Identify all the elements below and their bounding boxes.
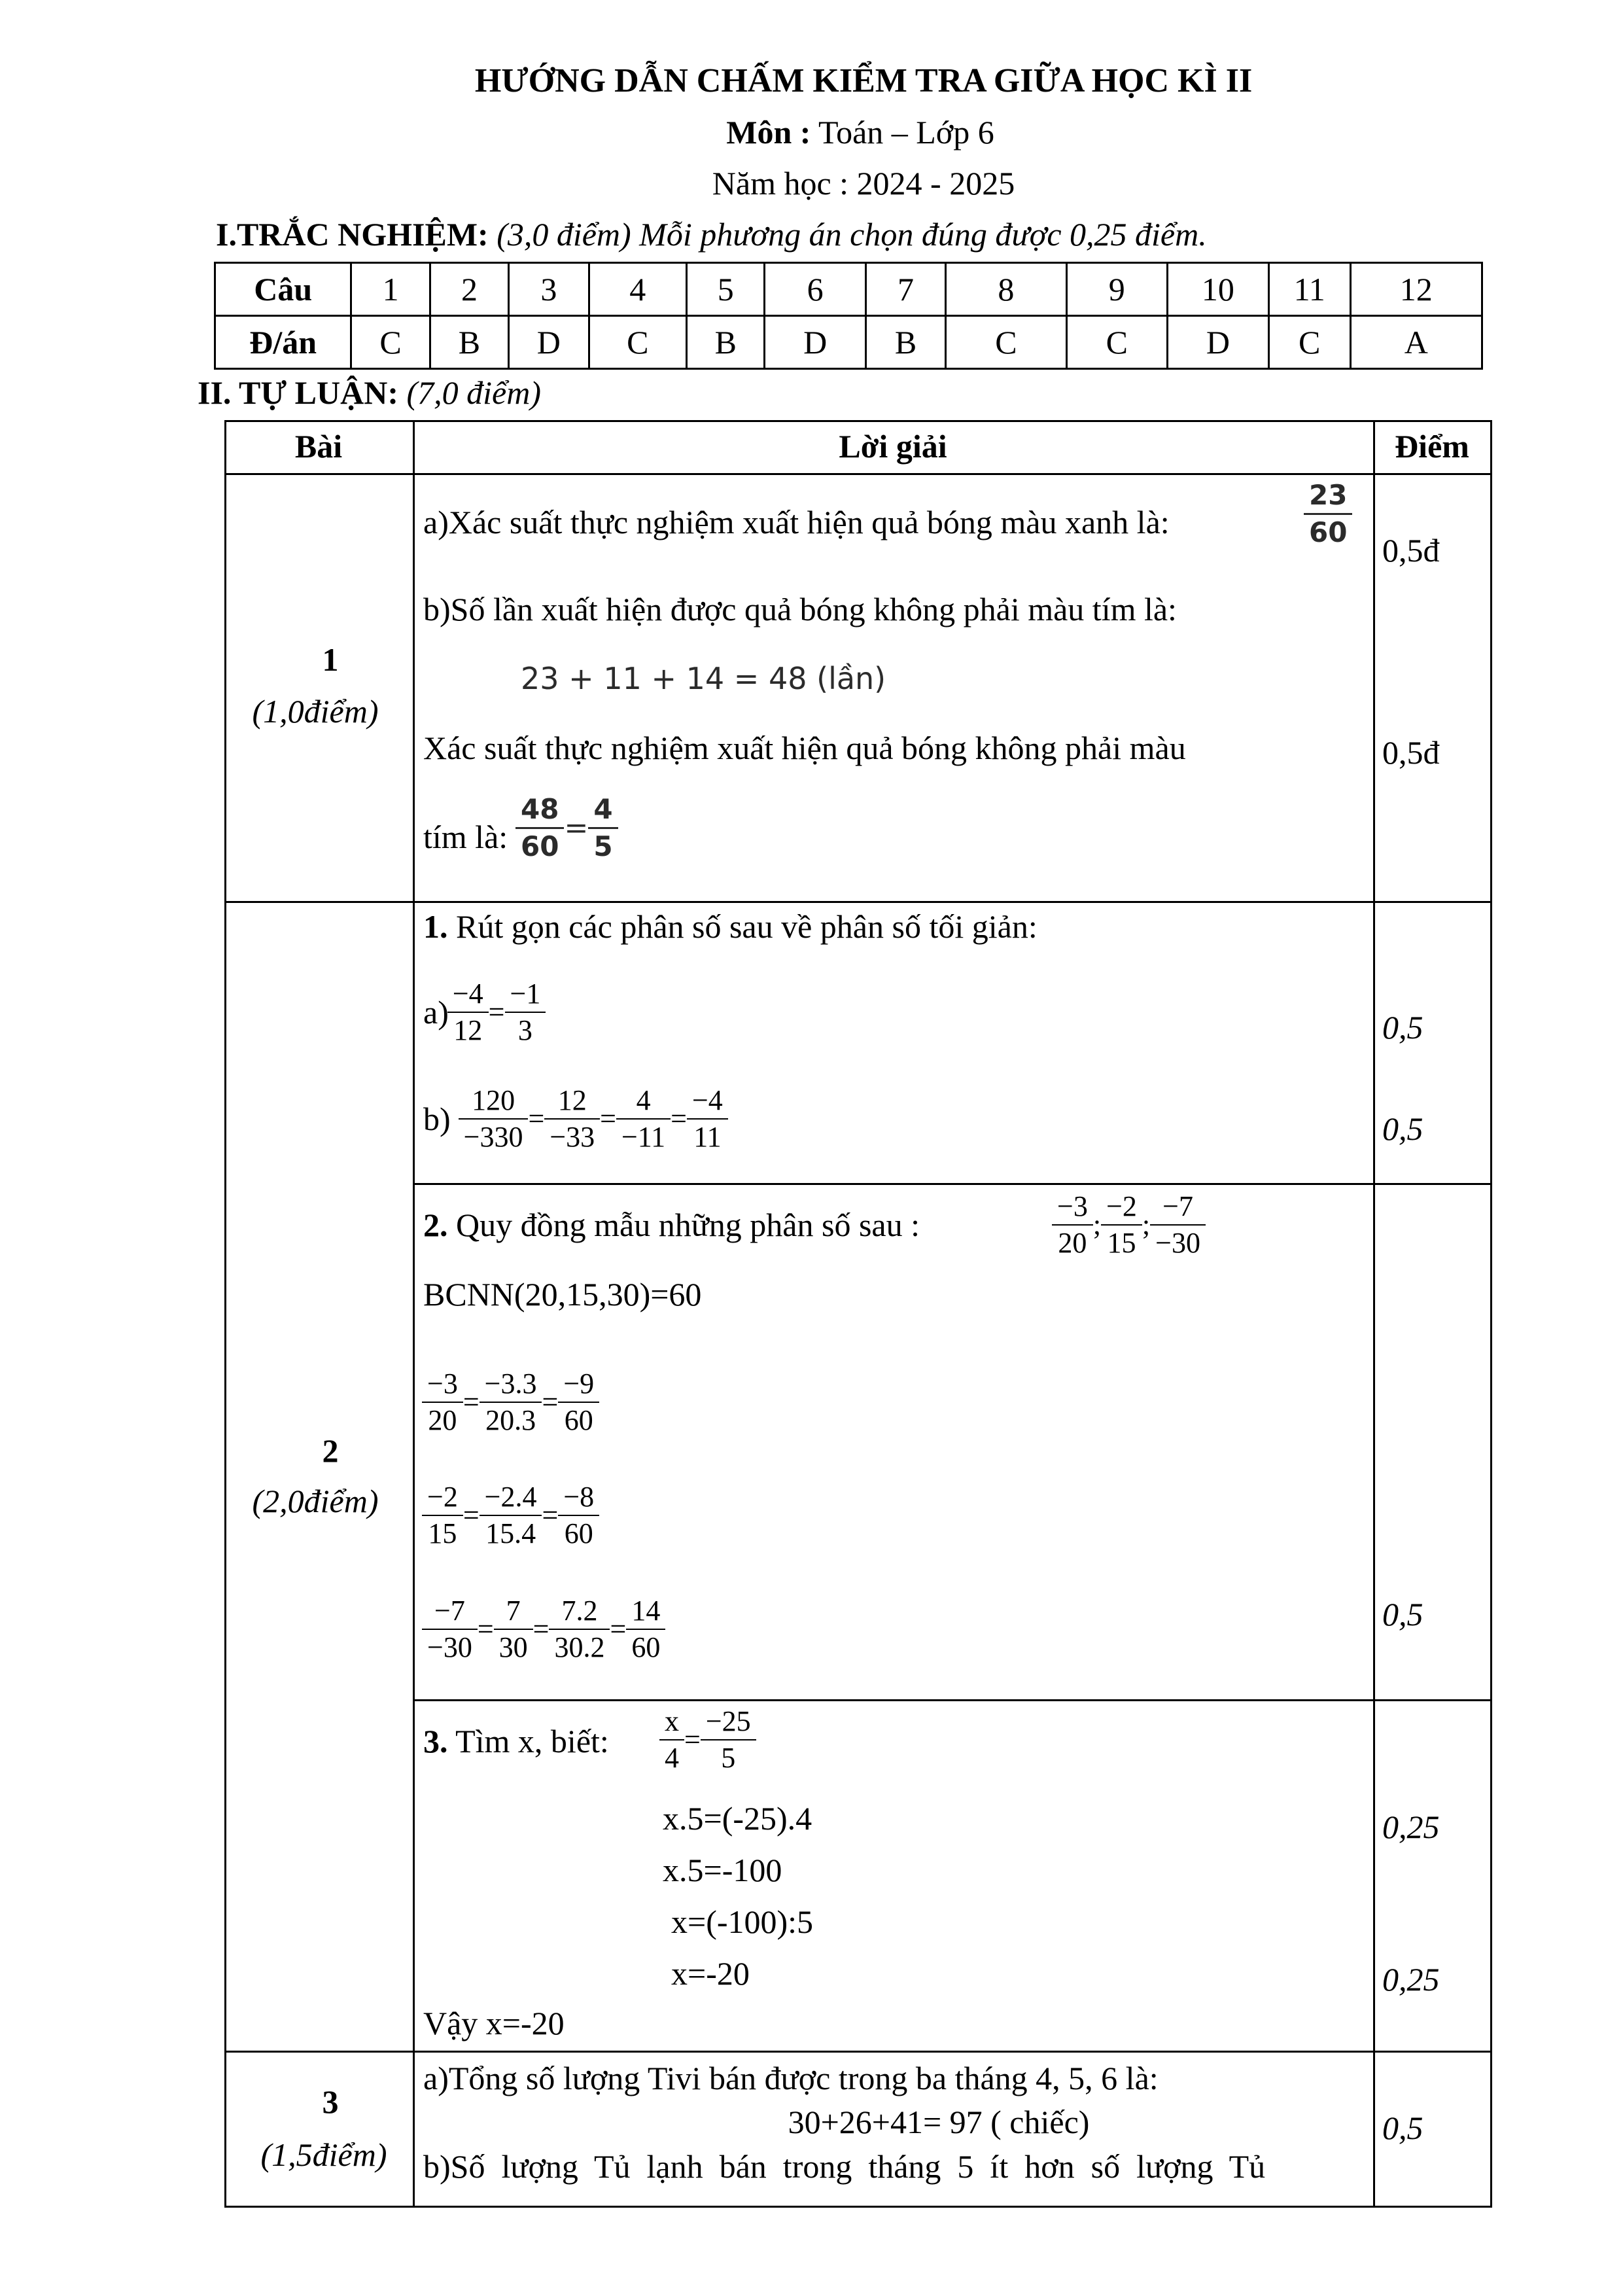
row-label-answer: Đ/án: [215, 316, 351, 369]
question-number: 9: [1066, 263, 1167, 316]
bai1-b-fraction: [517, 792, 617, 864]
numerator: −1: [510, 978, 541, 1010]
denominator: 5: [588, 827, 618, 864]
question-number: 4: [589, 263, 686, 316]
bai2-lcm: BCNN(20,15,30)=60: [423, 1276, 702, 1313]
numerator: 14: [631, 1595, 661, 1627]
bai3-a-score: 0,5: [1382, 2110, 1423, 2146]
fraction: [547, 1083, 597, 1155]
bai2-part1-heading: [423, 907, 1038, 946]
bai2-part2-heading: [423, 1205, 920, 1245]
step: x.5=-100: [663, 1852, 782, 1888]
subject-line: [726, 113, 994, 152]
fraction: [561, 1479, 597, 1551]
answer-cell: B: [865, 316, 945, 369]
part-text: Quy đồng mẫu những phân số sau :: [447, 1207, 920, 1243]
denominator: 60: [1304, 513, 1352, 550]
section2-heading: II. TỰ LUẬN:: [198, 374, 398, 411]
subject: Toán – Lớp 6: [818, 114, 994, 150]
denominator: 15: [1101, 1224, 1142, 1261]
table-border: [1373, 420, 1375, 2208]
denominator: 11: [687, 1118, 728, 1155]
operator: =: [528, 1103, 545, 1135]
answer-cell: B: [430, 316, 508, 369]
denominator: −33: [544, 1118, 600, 1155]
numerator: x: [665, 1705, 679, 1737]
fraction: [518, 792, 561, 864]
denominator: 30.2: [549, 1629, 610, 1665]
denominator: 12: [447, 1012, 489, 1048]
numerator: 12: [557, 1084, 587, 1116]
school-year: Năm học : 2024 - 2025: [712, 165, 1015, 202]
numerator: 4: [636, 1084, 651, 1116]
operator: =: [610, 1613, 627, 1645]
section2-note: (7,0 điểm): [406, 374, 541, 411]
table-border: [224, 420, 226, 2208]
numerator: −7: [1162, 1190, 1193, 1222]
bai1-label: 1: [322, 641, 339, 678]
operator: ;: [1142, 1209, 1151, 1241]
denominator: −30: [422, 1629, 478, 1665]
bai3-b-text: b)Số lượng Tủ lạnh bán trong tháng 5 ít hơn số lượng Tủ: [423, 2148, 1266, 2185]
bai2-part3-score-2: 0,25: [1382, 1961, 1440, 1998]
answer-cell: B: [687, 316, 765, 369]
bai2-part1-a: [423, 976, 544, 1048]
step: x=(-100):5: [671, 1903, 814, 1940]
operator: =: [462, 1499, 480, 1531]
bai1-b-calc: 23 + 11 + 14 = 48 (lần): [521, 661, 886, 696]
fraction: [497, 1593, 531, 1665]
fraction: [425, 1479, 461, 1551]
numerator: −3: [1057, 1190, 1088, 1222]
numerator: 120: [472, 1084, 515, 1116]
question-number: 3: [509, 263, 589, 316]
denominator: 60: [558, 1515, 599, 1551]
fraction: [425, 1593, 475, 1665]
denominator: 15.4: [480, 1515, 542, 1551]
answer-cell: C: [589, 316, 686, 369]
numerator: 4: [593, 793, 613, 825]
numerator: 48: [521, 793, 559, 825]
operator: =: [542, 1386, 559, 1418]
bai1-b-score: 0,5đ: [1382, 734, 1440, 771]
bai1-a-text: a)Xác suất thực nghiệm xuất hiện quả bóng màu xanh là:: [423, 504, 1170, 540]
denominator: 60: [558, 1402, 599, 1438]
fraction: [619, 1083, 668, 1155]
fraction: [1055, 1189, 1091, 1261]
numerator: −4: [691, 1084, 723, 1116]
answer-cell: C: [1268, 316, 1350, 369]
step: x.5=(-25).4: [663, 1800, 812, 1837]
numerator: −3: [427, 1368, 458, 1400]
section1-heading-line: [216, 215, 1207, 254]
subject-label: Môn :: [726, 114, 811, 150]
item-label: a): [423, 994, 449, 1031]
table-border: [413, 1699, 1492, 1701]
table-border: [413, 1183, 1492, 1185]
answer-cell: C: [351, 316, 430, 369]
numerator: 7.2: [561, 1595, 598, 1627]
question-number: 11: [1268, 263, 1350, 316]
fraction-expression: [460, 1083, 727, 1155]
bai2-part1-b-score: 0,5: [1382, 1110, 1423, 1147]
bai2-part2-given: [1053, 1189, 1204, 1261]
answer-table: [214, 262, 1483, 370]
operator: =: [671, 1103, 687, 1135]
bai1-b-text3: tím là:: [423, 819, 508, 855]
fraction: [1104, 1189, 1140, 1261]
step: x=-20: [671, 1955, 750, 1992]
bai1-b-text: b)Số lần xuất hiện được quả bóng không phải màu tím là:: [423, 591, 1177, 627]
answer-cell: C: [1066, 316, 1167, 369]
question-number: 7: [865, 263, 945, 316]
column-header-diem: Điểm: [1395, 428, 1469, 465]
fraction: [662, 1704, 682, 1776]
table-border: [413, 420, 415, 2208]
answer-row: [215, 316, 1482, 369]
bai3-label: 3: [322, 2083, 339, 2120]
denominator: 4: [659, 1739, 684, 1776]
bai2-part2-row3: [423, 1593, 664, 1665]
denominator: 60: [515, 827, 564, 864]
operator: =: [532, 1613, 550, 1645]
denominator: 20: [422, 1402, 463, 1438]
bai3-points: (1,5điểm): [260, 2136, 387, 2173]
question-number: 2: [430, 263, 508, 316]
document-title: HƯỚNG DẪN CHẤM KIỂM TRA GIỮA HỌC KÌ II: [474, 62, 1253, 99]
fraction-expression: [449, 976, 544, 1048]
answer-cell: D: [509, 316, 589, 369]
fraction: [551, 1593, 607, 1665]
bai3-a-text: a)Tổng số lượng Tivi bán được trong ba tháng 4, 5, 6 là:: [423, 2060, 1159, 2096]
fraction: [482, 1366, 540, 1438]
bai2-part1-b: [423, 1083, 727, 1155]
bai2-part3-score-1: 0,25: [1382, 1809, 1440, 1845]
answer-cell: D: [765, 316, 865, 369]
section1-note: (3,0 điểm) Mỗi phương án chọn đúng được 0,25 điểm.: [497, 216, 1207, 253]
operator: =: [477, 1613, 494, 1645]
operator: =: [488, 996, 505, 1028]
part-number: 3.: [423, 1723, 448, 1759]
numerator: −4: [452, 978, 483, 1010]
fraction: [508, 976, 544, 1048]
bai1-a-fraction: [1305, 478, 1351, 550]
part-number: 1.: [423, 908, 448, 945]
bai2-part3-conclusion: Vậy x=-20: [423, 2005, 565, 2041]
bai2-part3-heading: [423, 1722, 609, 1761]
question-number: 1: [351, 263, 430, 316]
numerator: −25: [705, 1705, 751, 1737]
row-label-question: Câu: [215, 263, 351, 316]
operator: =: [462, 1386, 480, 1418]
question-number: 6: [765, 263, 865, 316]
denominator: 3: [505, 1012, 546, 1048]
denominator: 20.3: [480, 1402, 542, 1438]
bai2-part1-a-score: 0,5: [1382, 1009, 1423, 1046]
numerator: −8: [563, 1481, 595, 1513]
fraction: [689, 1083, 725, 1155]
fraction: [561, 1366, 597, 1438]
answer-cell: A: [1350, 316, 1482, 369]
operator: =: [600, 1103, 616, 1135]
bai2-label: 2: [322, 1432, 339, 1469]
bai3-a-calc: 30+26+41= 97 ( chiếc): [788, 2104, 1090, 2140]
fraction: [482, 1479, 540, 1551]
fraction: [1153, 1189, 1203, 1261]
fraction: [703, 1704, 754, 1776]
numerator: 23: [1309, 479, 1348, 511]
denominator: 20: [1052, 1224, 1093, 1261]
question-number: 8: [946, 263, 1066, 316]
fraction: [591, 792, 615, 864]
part-text: Rút gọn các phân số sau về phân số tối giản:: [447, 908, 1038, 945]
operator: =: [542, 1499, 559, 1531]
denominator: 5: [701, 1739, 756, 1776]
denominator: −30: [1150, 1224, 1206, 1261]
denominator: −11: [616, 1118, 671, 1155]
bai1-points: (1,0điểm): [252, 693, 379, 730]
numerator: −2.4: [484, 1481, 537, 1513]
numerator: −2: [427, 1481, 458, 1513]
item-label: b): [423, 1101, 451, 1137]
answer-cell: D: [1167, 316, 1268, 369]
question-number: 10: [1167, 263, 1268, 316]
bai2-part2-row1: [423, 1366, 598, 1438]
part-number: 2.: [423, 1207, 448, 1243]
bai1-b-text2: Xác suất thực nghiệm xuất hiện quả bóng không phải màu: [423, 730, 1186, 766]
bai2-part2-row2: [423, 1479, 598, 1551]
answer-cell: C: [946, 316, 1066, 369]
section1-heading: I.TRẮC NGHIỆM:: [216, 216, 489, 253]
operator: =: [564, 811, 589, 845]
numerator: 7: [506, 1595, 521, 1627]
part-text: Tìm x, biết:: [447, 1723, 609, 1759]
table-border: [1490, 420, 1492, 2208]
column-header-loi-giai: Lời giải: [839, 428, 947, 465]
question-number: 12: [1350, 263, 1482, 316]
fraction: [461, 1083, 526, 1155]
question-number: 5: [687, 263, 765, 316]
section2-heading-line: [198, 373, 541, 412]
column-header-bai: Bài: [294, 428, 343, 465]
fraction: [450, 976, 486, 1048]
bai2-part3-equation: [661, 1704, 755, 1776]
denominator: 60: [626, 1629, 665, 1665]
numerator: −7: [434, 1595, 465, 1627]
fraction: [629, 1593, 663, 1665]
question-row: [215, 263, 1482, 316]
operator: ;: [1092, 1209, 1102, 1241]
bai2-part2-score: 0,5: [1382, 1596, 1423, 1633]
numerator: −9: [563, 1368, 595, 1400]
fraction: [425, 1366, 461, 1438]
numerator: −2: [1106, 1190, 1137, 1222]
numerator: −3.3: [484, 1368, 537, 1400]
denominator: −330: [459, 1118, 529, 1155]
bai2-points: (2,0điểm): [252, 1483, 379, 1519]
denominator: 30: [494, 1629, 533, 1665]
denominator: 15: [422, 1515, 463, 1551]
bai1-a-score: 0,5đ: [1382, 532, 1440, 569]
operator: =: [684, 1723, 701, 1756]
fraction: [1306, 478, 1350, 550]
